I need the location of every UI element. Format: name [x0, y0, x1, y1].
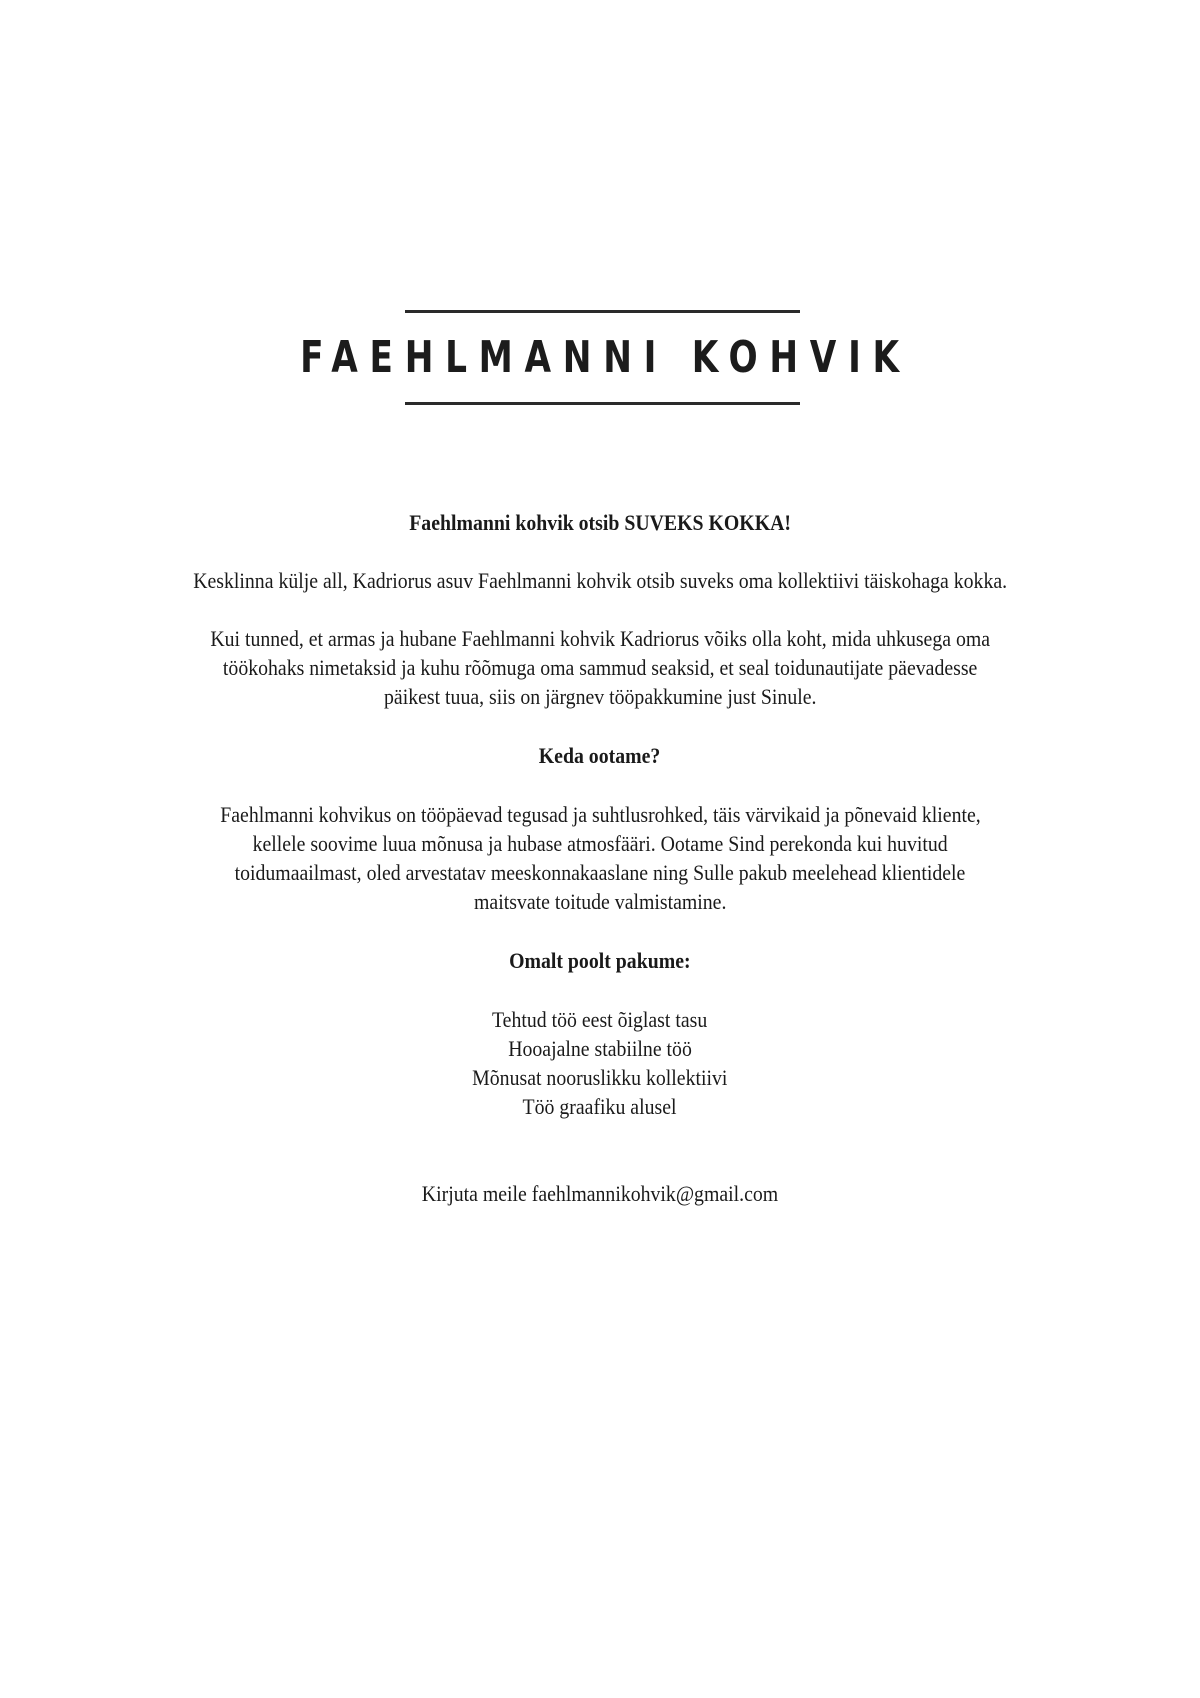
- section-heading-who: Keda ootame?: [539, 743, 661, 768]
- offer-list: [0, 1005, 1200, 1121]
- logo-bottom-rule: [405, 402, 800, 405]
- offer-item: Hooajalne stabiilne töö: [508, 1036, 692, 1061]
- offer-item: Mõnusat nooruslikku kollektiivi: [472, 1065, 728, 1090]
- logo-text: FAEHLMANNI KOHVIK: [300, 332, 911, 383]
- logo-top-rule: [405, 310, 800, 313]
- paragraph-who: Faehlmanni kohvikus on tööpäevad tegusad ja suhtlusrohked, täis värvikaid ja põnevaid kliente, kellele soovime luua mõnusa ja hubase atmosfääri. Ootame Sind perekonda kui huvitud toidumaailmast, oled arvestatav meeskonnakaaslane ning Sulle pakub meelehead klientidele maitsvate toitude valmistamine.: [219, 802, 981, 914]
- logo: [0, 310, 1200, 410]
- posting-title: Faehlmanni kohvik otsib SUVEKS KOKKA!: [409, 510, 791, 535]
- offer-item: Tehtud töö eest õiglast tasu: [492, 1007, 708, 1032]
- intro-text: Kesklinna külje all, Kadriorus asuv Faehlmanni kohvik otsib suveks oma kollektiivi täiskohaga kokka.: [193, 568, 1007, 593]
- contact-line: Kirjuta meile faehlmannikohvik@gmail.com: [421, 1181, 779, 1206]
- job-posting: [0, 508, 1200, 1208]
- paragraph-about: Kui tunned, et armas ja hubane Faehlmanni kohvik Kadriorus võiks olla koht, mida uhkusega oma töökohaks nimetaksid ja kuhu rõõmuga oma sammud seaksid, et seal toidunautijate päevadesse päikest tuua, siis on järgnev tööpakkumine just Sinule.: [210, 626, 990, 709]
- offer-item: Töö graafiku alusel: [523, 1094, 677, 1119]
- section-heading-offer: Omalt poolt pakume:: [509, 948, 691, 973]
